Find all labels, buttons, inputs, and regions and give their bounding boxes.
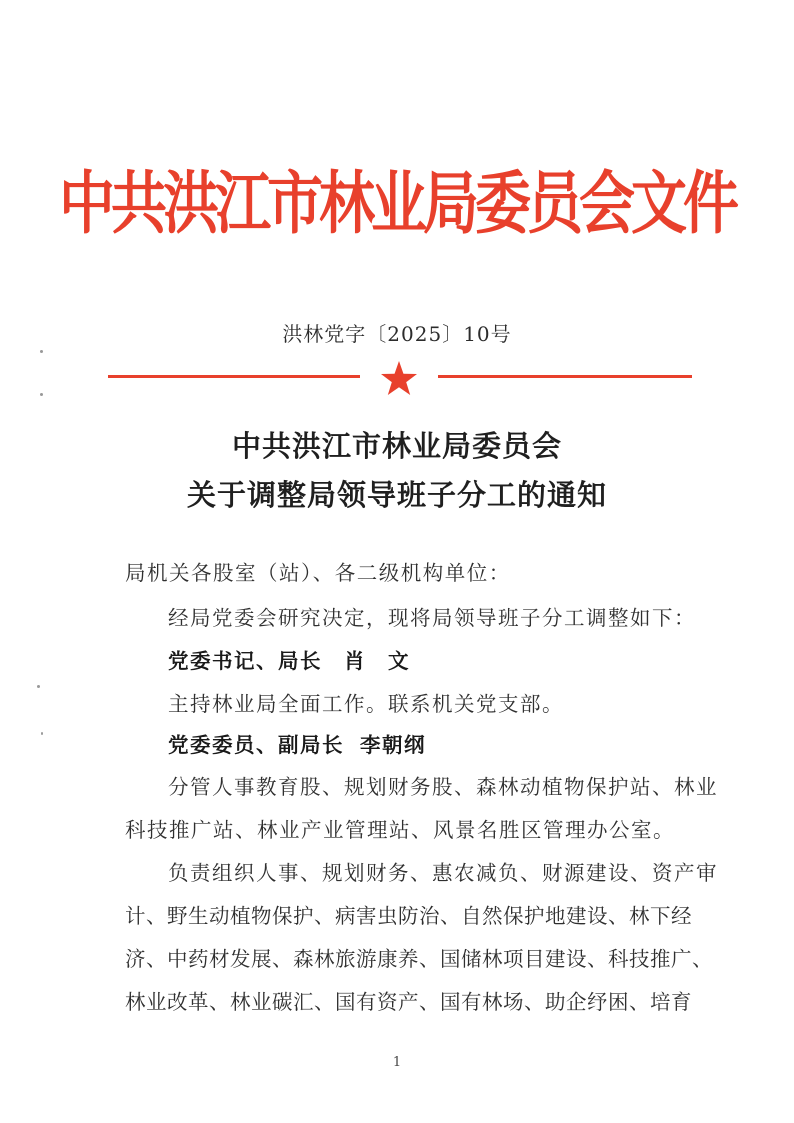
leader-position: 党委书记、局长	[168, 649, 322, 673]
scan-speck	[40, 393, 43, 396]
leader-2-charge-line: 科技推广站、林业产业管理站、风景名胜区管理办公室。	[125, 818, 675, 842]
leader-name: 李朝纲	[360, 733, 426, 757]
addressee: 局机关各股室（站）、各二级机构单位：	[125, 561, 511, 585]
document-number: 洪林党字〔2025〕10号	[282, 322, 512, 346]
leader-1-duty: 主持林业局全面工作。联系机关党支部。	[168, 692, 564, 716]
leader-heading-1	[168, 646, 410, 676]
document-header-title: 中共洪江市林业局委员会文件	[59, 164, 735, 244]
leader-2-responsibility-line: 负责组织人事、规划财务、惠农减负、财源建设、资产审	[168, 861, 718, 885]
intro-paragraph: 经局党委会研究决定，现将局领导班子分工调整如下：	[168, 606, 696, 630]
scan-speck	[41, 732, 43, 735]
scan-speck	[40, 350, 43, 353]
header-divider	[0, 362, 794, 392]
notice-title-line-1: 中共洪江市林业局委员会	[231, 429, 562, 463]
page-number: 1	[392, 1055, 402, 1070]
divider-left-rule	[108, 375, 360, 378]
leader-2-responsibility-line: 济、中药材发展、森林旅游康养、国储林项目建设、科技推广、	[125, 947, 713, 971]
notice-title-line-2: 关于调整局领导班子分工的通知	[186, 478, 607, 512]
star-icon	[379, 360, 419, 396]
leader-heading-2	[168, 730, 426, 760]
leader-2-responsibility-line: 林业改革、林业碳汇、国有资产、国有林场、助企纾困、培育	[125, 990, 692, 1014]
leader-2-responsibility-line: 计、野生动植物保护、病害虫防治、自然保护地建设、林下经	[125, 904, 692, 928]
leader-name: 肖 文	[344, 649, 410, 673]
divider-right-rule	[438, 375, 692, 378]
leader-2-charge-line: 分管人事教育股、规划财务股、森林动植物保护站、林业	[168, 775, 718, 799]
scan-speck	[37, 685, 40, 688]
leader-position: 党委委员、副局长	[168, 733, 344, 757]
